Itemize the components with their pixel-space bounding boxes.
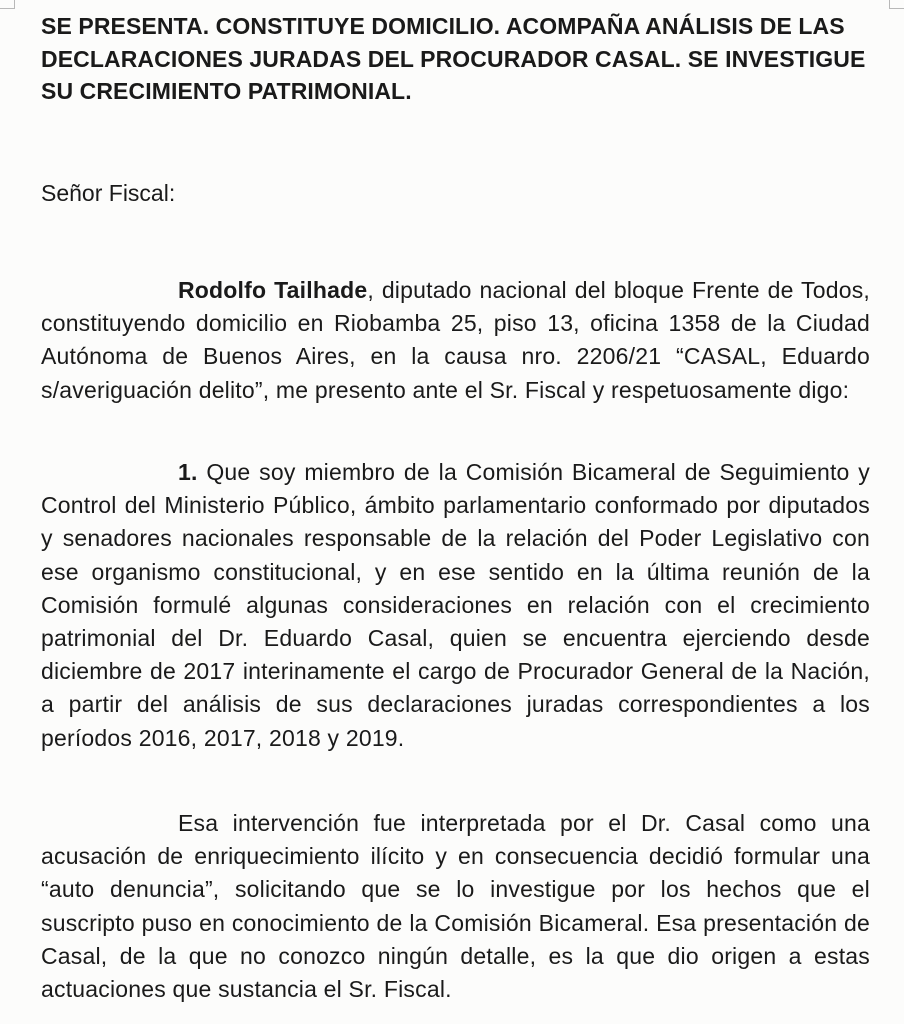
paragraph-introduction-text: , diputado nacional del bloque Frente de Todos, constituyendo domicilio en Riobamba 25, piso 13, oficina 1358 de la Ciudad Autónoma de Buenos Aires, en la causa nro. 2206/21 “CASAL, Eduardo s/averiguación delito”, me presento ante el Sr. Fiscal y respetuosamente digo: (41, 277, 870, 403)
paragraph-point-1 (41, 456, 870, 755)
document-heading: SE PRESENTA. CONSTITUYE DOMICILIO. ACOMPAÑA ANÁLISIS DE LAS DECLARACIONES JURADAS DEL PROCURADOR CASAL. SE INVESTIGUE SU CRECIMIENTO PATRIMONIAL. (41, 13, 866, 104)
paragraph-point-1-text: Que soy miembro de la Comisión Bicameral de Seguimiento y Control del Ministerio Público, ámbito parlamentario conformado por diputados y senadores nacionales responsable de la relación del Poder Legislativo con ese organismo constitucional, y en ese sentido en la última reunión de la Comisión formulé algunas consideraciones en relación con el crecimiento patrimonial del Dr. Eduardo Casal, quien se encuentra ejerciendo desde diciembre de 2017 interinamente el cargo de Procurador General de la Nación, a partir del análisis de sus declaraciones juradas correspondientes a los períodos 2016, 2017, 2018 y 2019. (41, 459, 870, 751)
paragraph-introduction (41, 274, 870, 407)
salutation: Señor Fiscal: (41, 180, 176, 206)
page-corner-mark-right (889, 0, 904, 9)
paragraph-continuation: Esa intervención fue interpretada por el Dr. Casal como una acusación de enriquecimiento ilícito y en consecuencia decidió formular una “auto denuncia”, solicitando que se lo investigue por los hechos que el suscripto puso en conocimiento de la Comisión Bicameral. Esa presentación de Casal, de la que no conozco ningún detalle, es la que dio origen a estas actuaciones que sustancia el Sr. Fiscal. (41, 810, 870, 1003)
page-corner-mark-left (0, 0, 15, 9)
author-name: Rodolfo Tailhade (178, 277, 368, 303)
point-number: 1. (178, 459, 198, 485)
